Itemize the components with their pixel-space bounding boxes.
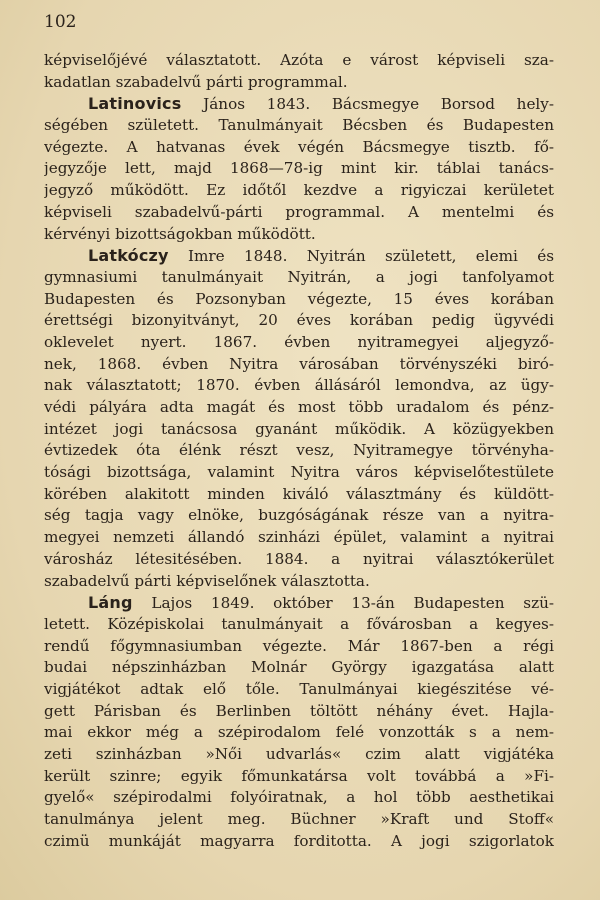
- text-line: ségében született. Tanulmányait Bécsben és Budapesten: [44, 116, 554, 135]
- text-line: intézet jogi tanácsosa gyanánt működik. A közügyekben: [44, 419, 554, 438]
- text-line: került szinre; egyik főmunkatársa volt továbbá a »Fi-: [44, 766, 554, 785]
- entry-first-line-text: Lajos 1849. október 13-án Budapesten szü-: [151, 594, 554, 613]
- text-line: városház létesitésében. 1884. a nyitrai választókerület: [44, 549, 554, 568]
- entry-first-line: [44, 592, 554, 614]
- text-line: kadatlan szabadelvű párti programmal.: [44, 72, 348, 91]
- entry-first-line-text: Imre 1848. Nyitrán született, elemi és: [187, 247, 554, 266]
- text-line: czimü munkáját magyarra forditotta. A jogi szigorlatok: [44, 831, 554, 850]
- text-line: védi pályára adta magát és most több uradalom és pénz-: [44, 398, 554, 416]
- text-line: nek, 1868. évben Nyitra városában törvényszéki biró-: [44, 354, 554, 373]
- text-line: jegyző működött. Ez időtől kezdve a rigyiczai kerületet: [44, 181, 554, 200]
- entry-first-line: [44, 245, 554, 267]
- text-line: kérvényi bizottságokban működött.: [44, 224, 316, 243]
- page-number: 102: [44, 12, 77, 32]
- text-line: gett Párisban és Berlinben töltött néhány évet. Hajla-: [44, 701, 554, 720]
- text-line: nak választatott; 1870. évben állásáról lemondva, az ügy-: [44, 376, 554, 395]
- text-line: évtizedek óta élénk részt vesz, Nyitramegye törvényha-: [44, 441, 554, 460]
- entry-name-lang: Láng: [88, 593, 133, 613]
- text-line: képviselőjévé választatott. Azóta e várost képviseli sza-: [44, 51, 554, 69]
- text-line: budai népszinházban Molnár György igazgatása alatt: [44, 658, 554, 677]
- entry-first-line: [44, 93, 554, 115]
- text-line: szabadelvű párti képviselőnek választotta.: [44, 571, 370, 590]
- entry-name-latinovics: Latinovics: [88, 94, 182, 114]
- entry-name-latkoczy: Latkóczy: [88, 246, 169, 266]
- text-line: ség tagja vagy elnöke, buzgóságának része van a nyitra-: [44, 506, 554, 525]
- text-line: képviseli szabadelvű-párti programmal. A mentelmi és: [44, 202, 554, 221]
- text-line: gymnasiumi tanulmányait Nyitrán, a jogi tanfolyamot: [44, 267, 554, 286]
- text-line: gyelő« szépirodalmi folyóiratnak, a hol több aesthetikai: [44, 788, 554, 807]
- text-line: tanulmánya jelent meg. Büchner »Kraft und Stoff«: [44, 810, 554, 829]
- text-line: zeti szinházban »Női udvarlás« czim alatt vigjátéka: [44, 745, 554, 763]
- text-line: megyei nemzeti állandó szinházi épület, valamint a nyitrai: [44, 528, 554, 547]
- entry-first-line-text: János 1843. Bácsmegye Borsod hely-: [203, 95, 554, 114]
- text-line: körében alakitott minden kiváló választmány és küldött-: [44, 484, 554, 503]
- text-line: vigjátékot adtak elő tőle. Tanulmányai kiegészitése vé-: [44, 679, 554, 698]
- text-line: mai ekkor még a szépirodalom felé vonzották s a nem-: [44, 723, 554, 742]
- text-line: rendű főgymnasiumban végezte. Már 1867-ben a régi: [44, 636, 554, 655]
- text-line: oklevelet nyert. 1867. évben nyitramegyei aljegyző-: [44, 332, 554, 351]
- text-line: végezte. A hatvanas évek végén Bácsmegye tisztb. fő-: [44, 137, 554, 156]
- text-line: letett. Középiskolai tanulmányait a fővárosban a kegyes-: [44, 614, 554, 633]
- text-line: érettségi bizonyitványt, 20 éves korában pedig ügyvédi: [44, 311, 554, 330]
- text-line: Budapesten és Pozsonyban végezte, 15 éves korában: [44, 289, 554, 308]
- body-text: [44, 50, 554, 852]
- text-line: tósági bizottsága, valamint Nyitra város képviselőtestülete: [44, 463, 554, 482]
- text-line: jegyzője lett, majd 1868—78-ig mint kir. táblai tanács-: [44, 159, 554, 178]
